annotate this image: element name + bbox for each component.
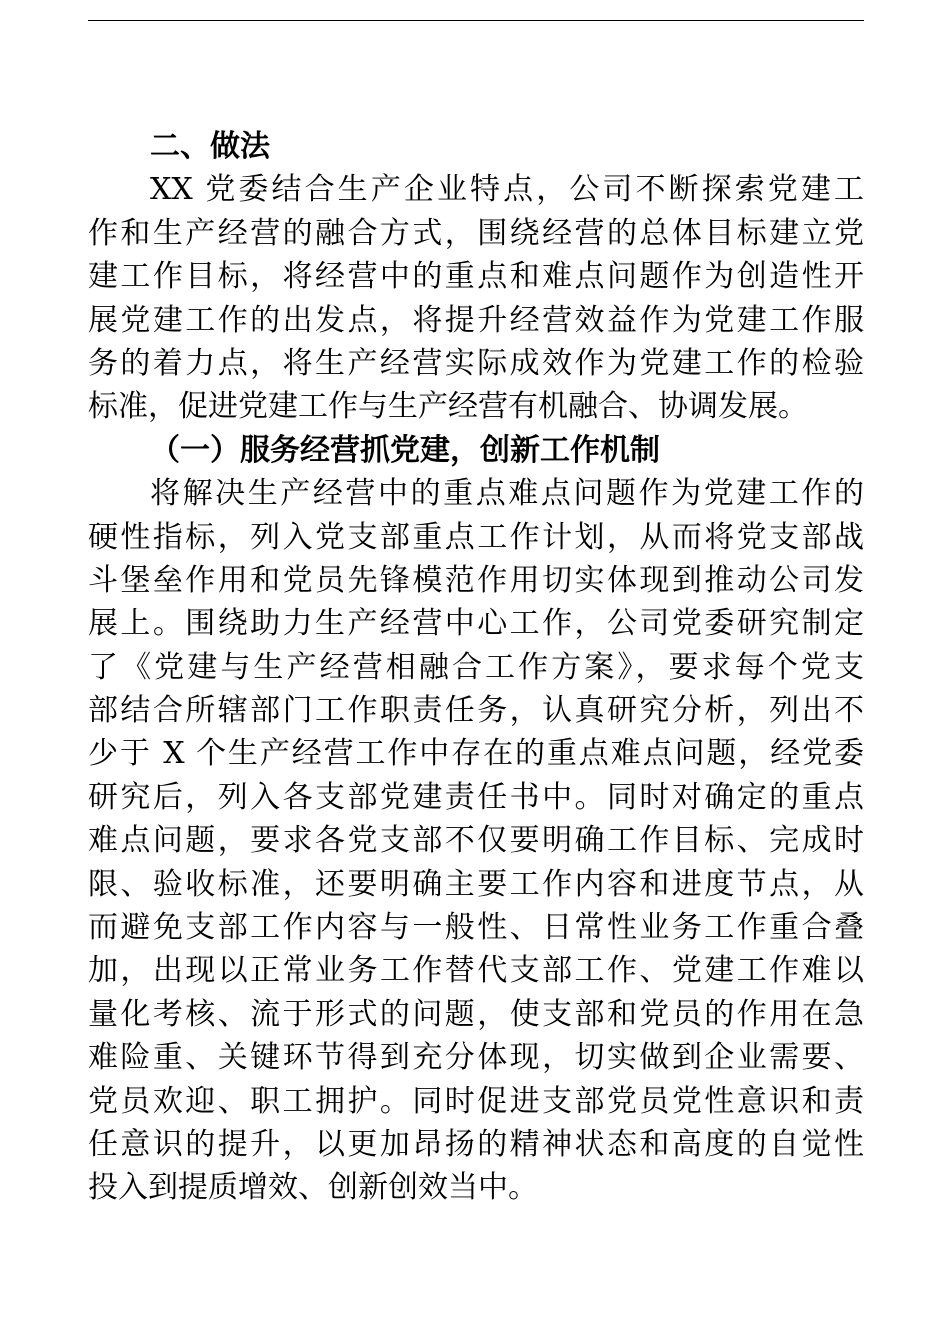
- paragraph-line: 展上。围绕助力生产经营中心工作，公司党委研究制定: [88, 606, 864, 642]
- intro-paragraph: [88, 168, 864, 428]
- paragraph-line: 部结合所辖部门工作职责任务，认真研究分析，列出不: [88, 693, 864, 729]
- paragraph-line: 了《党建与生产经营相融合工作方案》，要求每个党支: [88, 649, 864, 685]
- paragraph-line: 难点问题，要求各党支部不仅要明确工作目标、完成时: [88, 823, 864, 859]
- paragraph-line: 限、验收标准，还要明确主要工作内容和进度节点，从: [88, 866, 864, 902]
- header-rule: [88, 20, 864, 21]
- paragraph-line: 少于 X 个生产经营工作中存在的重点难点问题，经党委: [88, 736, 864, 772]
- paragraph-line: 务的着力点，将生产经营实际成效作为党建工作的检验: [88, 345, 864, 381]
- paragraph-line: 斗堡垒作用和党员先锋模范作用切实体现到推动公司发: [88, 562, 864, 598]
- paragraph-line: 展党建工作的出发点，将提升经营效益作为党建工作服: [88, 302, 864, 338]
- paragraph-line: 量化考核、流于形式的问题，使支部和党员的作用在急: [88, 996, 864, 1032]
- paragraph-line: XX 党委结合生产企业特点，公司不断探索党建工: [150, 172, 864, 208]
- paragraph-line: 硬性指标，列入党支部重点工作计划，从而将党支部战: [88, 519, 864, 555]
- paragraph-line: 党员欢迎、职工拥护。同时促进支部党员党性意识和责: [88, 1083, 864, 1119]
- paragraph-line: 研究后，列入各支部党建责任书中。同时对确定的重点: [88, 779, 864, 815]
- subsection-heading: （一）服务经营抓党建，创新工作机制: [150, 432, 660, 468]
- paragraph-line: 作和生产经营的融合方式，围绕经营的总体目标建立党: [88, 215, 864, 251]
- paragraph-line: 加，出现以正常业务工作替代支部工作、党建工作难以: [88, 953, 864, 989]
- paragraph-line: 难险重、关键环节得到充分体现，切实做到企业需要、: [88, 1040, 864, 1076]
- paragraph-line: 任意识的提升，以更加昂扬的精神状态和高度的自觉性: [88, 1126, 864, 1162]
- paragraph-line: 而避免支部工作内容与一般性、日常性业务工作重合叠: [88, 910, 864, 946]
- section-heading: 二、做法: [150, 129, 270, 164]
- document-body: [88, 125, 864, 1210]
- body-paragraph: [88, 472, 864, 1210]
- paragraph-line: 建工作目标，将经营中的重点和难点问题作为创造性开: [88, 259, 864, 295]
- paragraph-line: 标准，促进党建工作与生产经营有机融合、协调发展。: [88, 389, 808, 425]
- paragraph-line: 将解决生产经营中的重点难点问题作为党建工作的: [150, 476, 864, 512]
- paragraph-line: 投入到提质增效、创新创效当中。: [88, 1170, 538, 1206]
